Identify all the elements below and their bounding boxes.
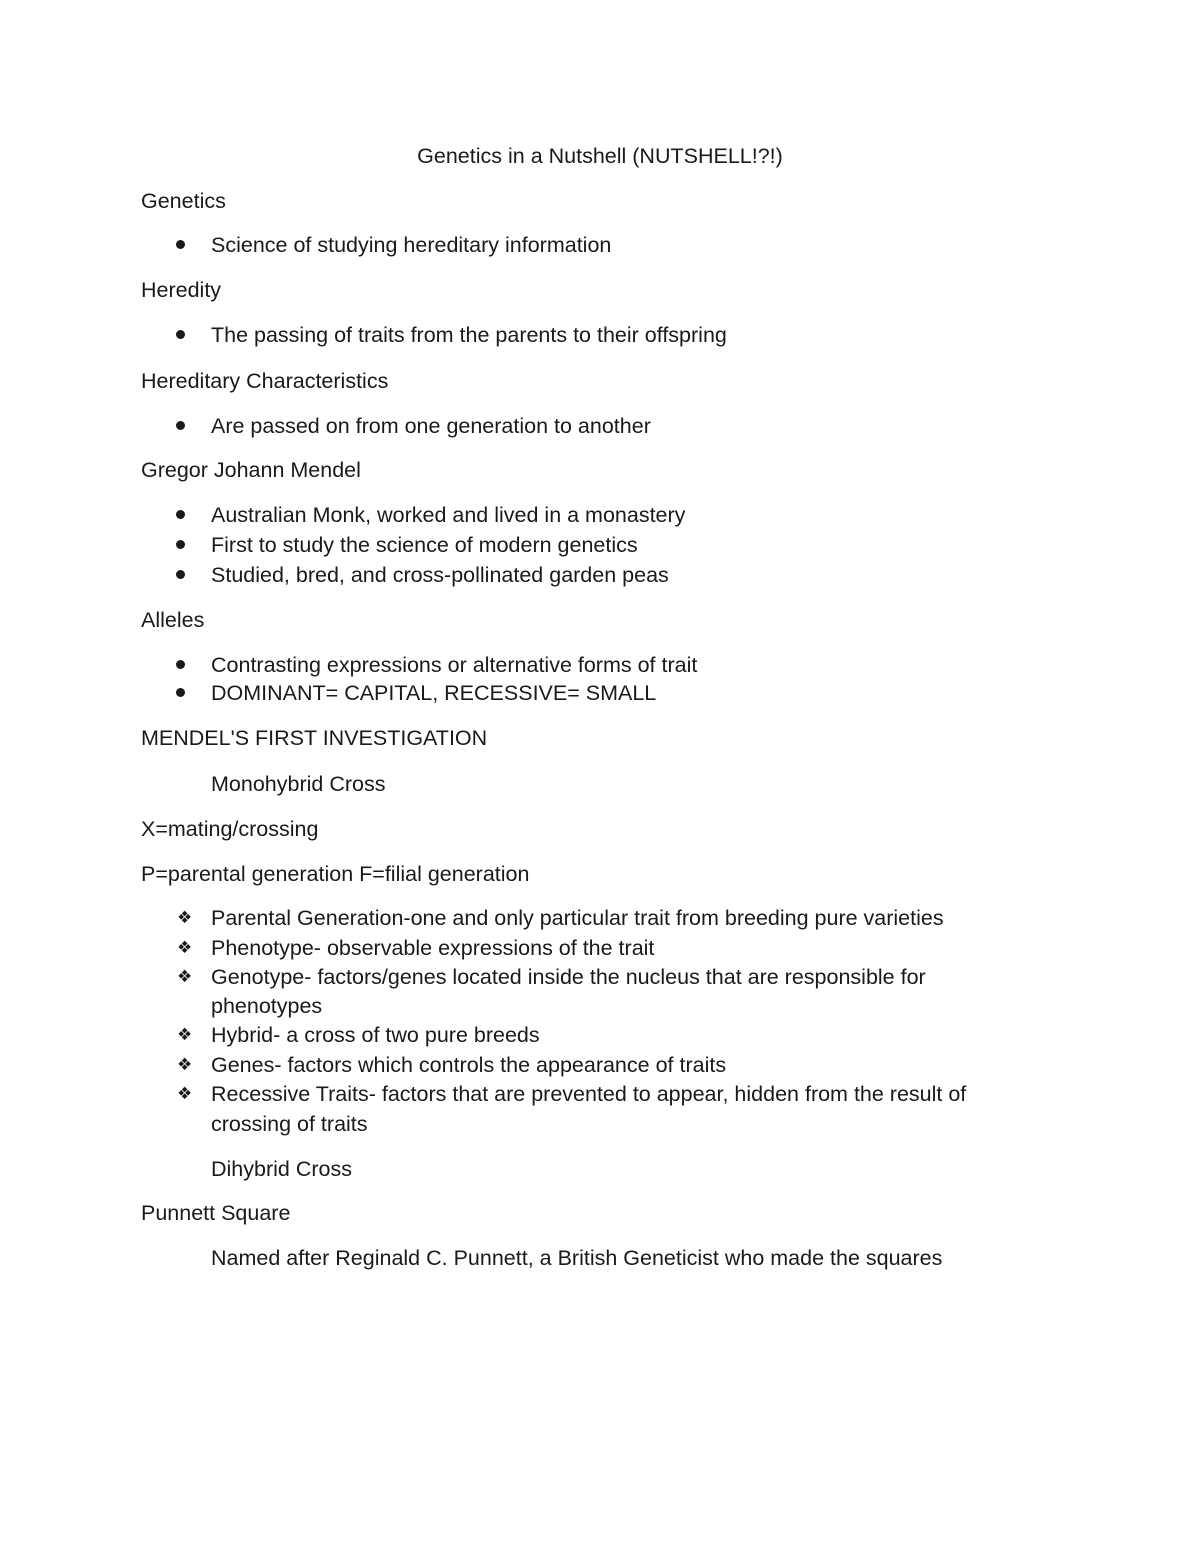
heading-mendel: Gregor Johann Mendel [141, 458, 361, 482]
list-item: Australian Monk, worked and lived in a monastery [211, 503, 686, 527]
heading-hereditary-characteristics: Hereditary Characteristics [141, 369, 389, 393]
list-item-continuation: crossing of traits [211, 1112, 368, 1136]
list-item: Genes- factors which controls the appearance of traits [211, 1053, 727, 1077]
diamond-bullet-icon: ❖ [177, 938, 193, 958]
heading-mendels-first-investigation: MENDEL'S FIRST INVESTIGATION [141, 726, 488, 750]
list-item-continuation: phenotypes [211, 994, 323, 1018]
bullet-icon [176, 510, 185, 519]
punnett-description: Named after Reginald C. Punnett, a British Geneticist who made the squares [211, 1246, 943, 1270]
generation-definition: P=parental generation F=filial generation [141, 862, 530, 886]
diamond-bullet-icon: ❖ [177, 1025, 193, 1045]
bullet-icon [176, 240, 185, 249]
list-item: The passing of traits from the parents to their offspring [211, 323, 727, 347]
bullet-icon [176, 688, 185, 697]
subheading-monohybrid-cross: Monohybrid Cross [211, 772, 386, 796]
list-item: Phenotype- observable expressions of the trait [211, 936, 655, 960]
heading-alleles: Alleles [141, 608, 205, 632]
list-item: Genotype- factors/genes located inside the nucleus that are responsible for [211, 965, 926, 989]
list-item: Contrasting expressions or alternative forms of trait [211, 653, 698, 677]
list-item: First to study the science of modern genetics [211, 533, 638, 557]
diamond-bullet-icon: ❖ [177, 967, 193, 987]
diamond-bullet-icon: ❖ [177, 908, 193, 928]
document-title: Genetics in a Nutshell (NUTSHELL!?!) [417, 144, 783, 168]
bullet-icon [176, 570, 185, 579]
mating-definition: X=mating/crossing [141, 817, 319, 841]
list-item: Recessive Traits- factors that are prevented to appear, hidden from the result of [211, 1082, 967, 1106]
diamond-bullet-icon: ❖ [177, 1055, 193, 1075]
bullet-icon [176, 540, 185, 549]
list-item: Are passed on from one generation to another [211, 414, 651, 438]
list-item: DOMINANT= CAPITAL, RECESSIVE= SMALL [211, 681, 657, 705]
subheading-dihybrid-cross: Dihybrid Cross [211, 1157, 352, 1181]
list-item: Hybrid- a cross of two pure breeds [211, 1023, 540, 1047]
heading-genetics: Genetics [141, 189, 226, 213]
list-item: Studied, bred, and cross-pollinated garden peas [211, 563, 669, 587]
diamond-bullet-icon: ❖ [177, 1084, 193, 1104]
bullet-icon [176, 330, 185, 339]
list-item: Parental Generation-one and only particular trait from breeding pure varieties [211, 906, 944, 930]
heading-heredity: Heredity [141, 278, 222, 302]
bullet-icon [176, 660, 185, 669]
bullet-icon [176, 421, 185, 430]
heading-punnett-square: Punnett Square [141, 1201, 291, 1225]
list-item: Science of studying hereditary information [211, 233, 612, 257]
